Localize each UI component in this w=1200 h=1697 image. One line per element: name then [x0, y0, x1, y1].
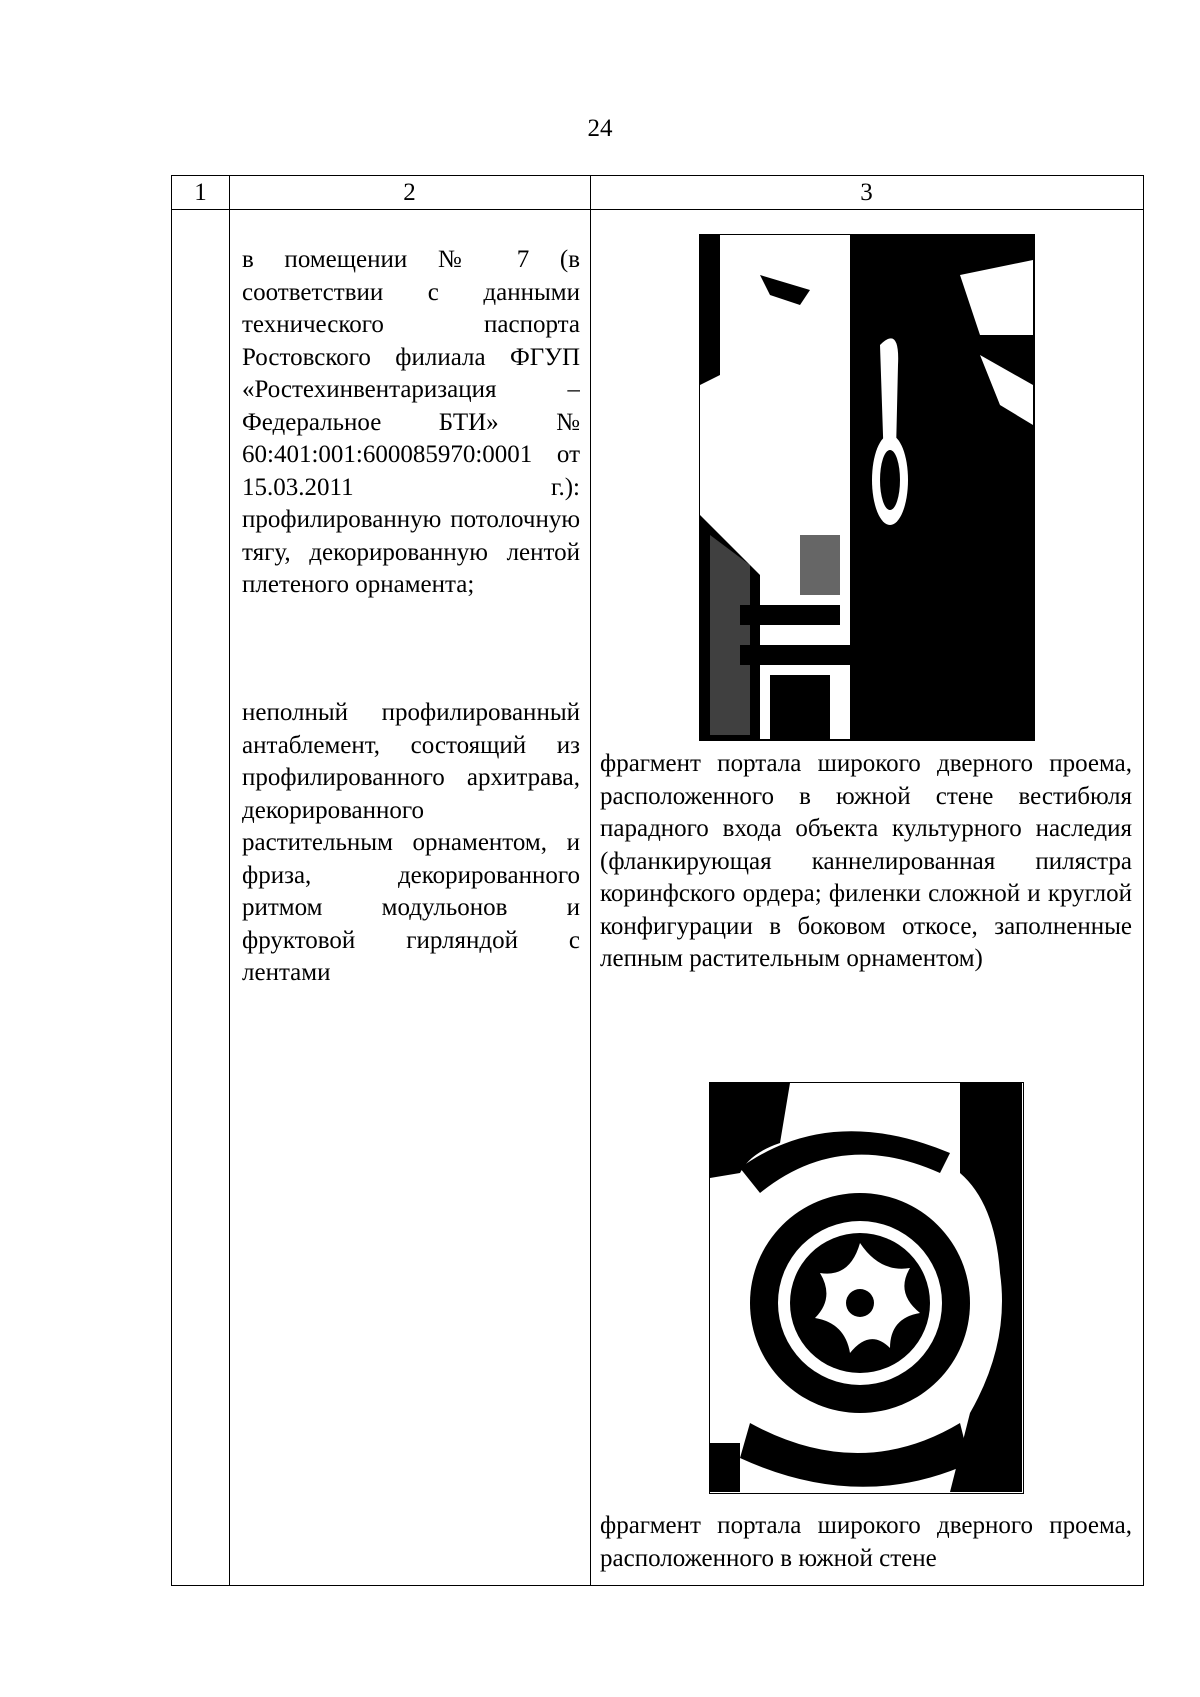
description-paragraph-1: в помещении № 7 (в соответствии с данными технического паспорта Ростовского филиала ФГУП «Ростехинвентаризация – Федеральное БТИ» № 60:401:001:600085970:0001 от 15.03.2011 г.): профилированную потолочную тягу, декорированную лентой плетеного орнамента;	[242, 246, 580, 598]
column-divider-1	[229, 176, 230, 1585]
header-col-1: 1	[194, 179, 207, 206]
column-divider-2	[590, 176, 591, 1585]
header-col-2: 2	[403, 179, 416, 206]
page-number: 24	[587, 115, 613, 142]
header-divider	[172, 209, 1143, 210]
header-col-3: 3	[860, 179, 873, 206]
photo-door-portal	[699, 234, 1035, 741]
photo-1-caption: фрагмент портала широкого дверного проема, расположенного в южной стене вестибюля парадного входа объекта культурного наследия (фланкирующая каннелированная пилястра коринфского ордера; филенки сложной и круглой конфигурации в боковом откосе, заполненные лепным растительным орнаментом)	[600, 750, 1132, 972]
photo-2-caption: фрагмент портала широкого дверного проема, расположенного в южной стене	[600, 1512, 1132, 1572]
document-table	[171, 175, 1144, 1586]
description-paragraph-2: неполный профилированный антаблемент, состоящий из профилированного архитрава, декорированного растительным орнаментом, и фриза, декорированного ритмом модульонов и фруктовой гирляндой с лентами	[242, 699, 580, 986]
photo-round-panel	[709, 1082, 1024, 1494]
